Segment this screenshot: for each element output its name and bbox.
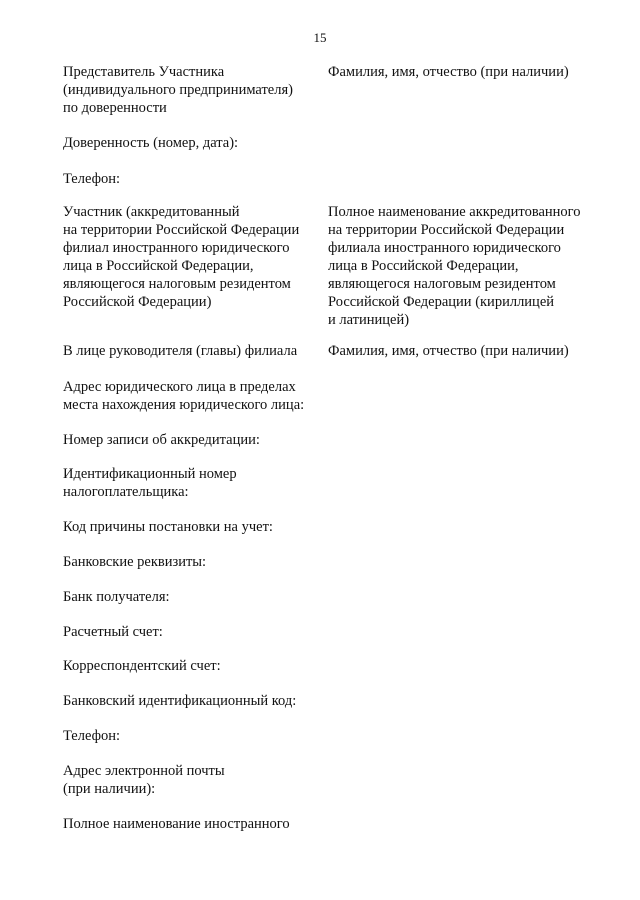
field-label: Банк получателя: bbox=[63, 589, 170, 605]
field-label: Полное наименование иностранного bbox=[63, 816, 290, 832]
field-label: Адрес юридического лица в пределах места нахождения юридического лица: bbox=[63, 379, 305, 413]
field-label: Телефон: bbox=[63, 171, 121, 187]
field-label: Корреспондентский счет: bbox=[63, 658, 221, 674]
field-label: В лице руководителя (главы) филиала bbox=[63, 343, 298, 359]
field-value: Полное наименование аккредитованного на территории Российской Федерации филиала иностранного юридического лица в Российской Федерации, являющегося налоговым резидентом Российской Федерации (кириллицей и латиницей) bbox=[328, 204, 581, 328]
field-label: Код причины постановки на учет: bbox=[63, 519, 273, 535]
page-number: 15 bbox=[313, 30, 327, 45]
field-label: Банковские реквизиты: bbox=[63, 554, 207, 570]
field-label: Номер записи об аккредитации: bbox=[63, 432, 260, 448]
field-label: Участник (аккредитованный на территории Российской Федерации филиал иностранного юридического лица в Российской Федерации, являющегося налоговым резидентом Российской Федерации) bbox=[63, 204, 300, 310]
field-label: Адрес электронной почты (при наличии): bbox=[63, 763, 225, 797]
field-value: Фамилия, имя, отчество (при наличии) bbox=[328, 343, 569, 359]
field-label: Идентификационный номер налогоплательщика: bbox=[63, 466, 237, 500]
field-value: Фамилия, имя, отчество (при наличии) bbox=[328, 64, 569, 80]
field-label: Банковский идентификационный код: bbox=[63, 693, 297, 709]
field-label: Телефон: bbox=[63, 728, 121, 744]
field-label: Представитель Участника (индивидуального предпринимателя) по доверенности bbox=[63, 64, 293, 116]
field-label: Доверенность (номер, дата): bbox=[63, 135, 239, 151]
field-label: Расчетный счет: bbox=[63, 624, 163, 640]
